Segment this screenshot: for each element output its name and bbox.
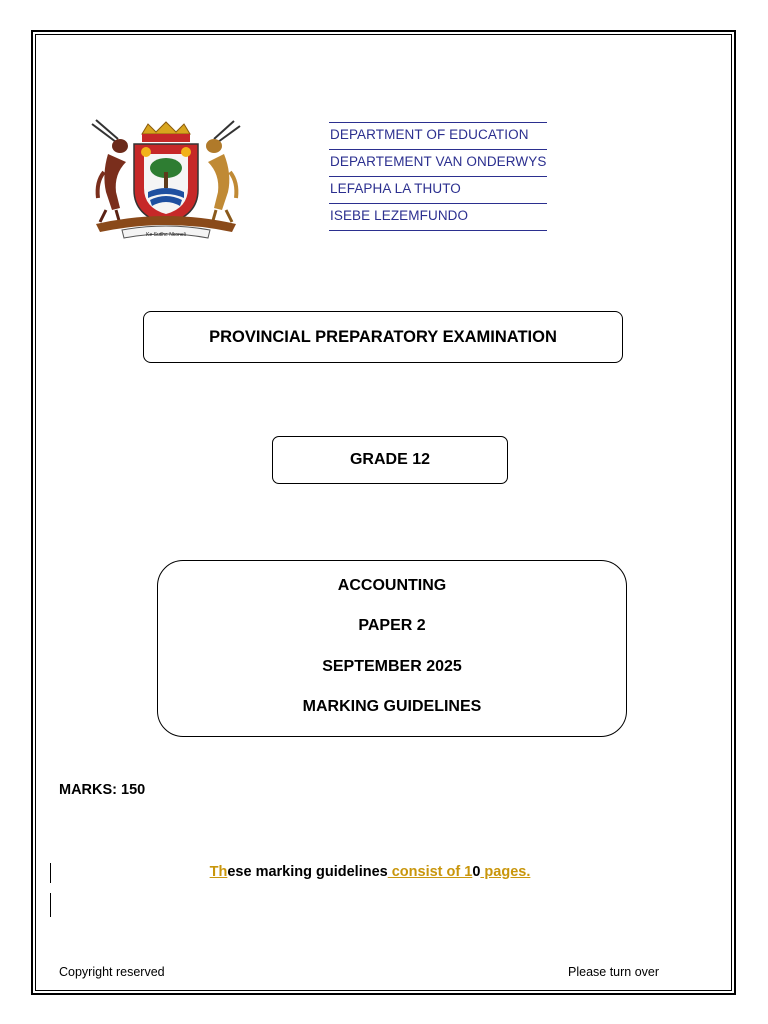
text-cursor-line-2 — [50, 893, 51, 917]
department-name-afrikaans: DEPARTEMENT VAN ONDERWYS — [330, 154, 547, 169]
coat-of-arms-icon — [82, 112, 250, 244]
department-name-english: DEPARTMENT OF EDUCATION — [330, 127, 529, 142]
exam-title: PROVINCIAL PREPARATORY EXAMINATION — [209, 327, 557, 346]
subject-name: ACCOUNTING — [337, 577, 447, 594]
document-type: MARKING GUIDELINES — [302, 697, 482, 715]
page-count-note — [0, 864, 754, 880]
department-name-isixhosa: ISEBE LEZEMFUNDO — [330, 208, 469, 223]
note-text-1: ese marking guidelines — [227, 864, 388, 880]
grade-label: GRADE 12 — [349, 451, 431, 468]
tracked-change-2: consist of 1 — [387, 864, 473, 880]
footer-turn-over: Please turn over — [568, 965, 660, 979]
department-names — [329, 122, 547, 231]
grade-box — [272, 436, 508, 484]
tracked-change-1: Th — [209, 864, 228, 880]
exam-title-box — [143, 311, 623, 363]
footer-copyright: Copyright reserved — [59, 965, 165, 979]
tracked-change-3: pages. — [480, 864, 531, 880]
note-text-2: 0 — [472, 864, 481, 880]
subject-box — [157, 560, 627, 737]
crest-motto: Ke Sutlhe Nkoneli — [146, 232, 186, 238]
exam-date: SEPTEMBER 2025 — [322, 657, 462, 675]
total-marks: MARKS: 150 — [59, 782, 146, 798]
department-name-setswana: LEFAPHA LA THUTO — [330, 181, 461, 196]
paper-number: PAPER 2 — [358, 617, 426, 635]
